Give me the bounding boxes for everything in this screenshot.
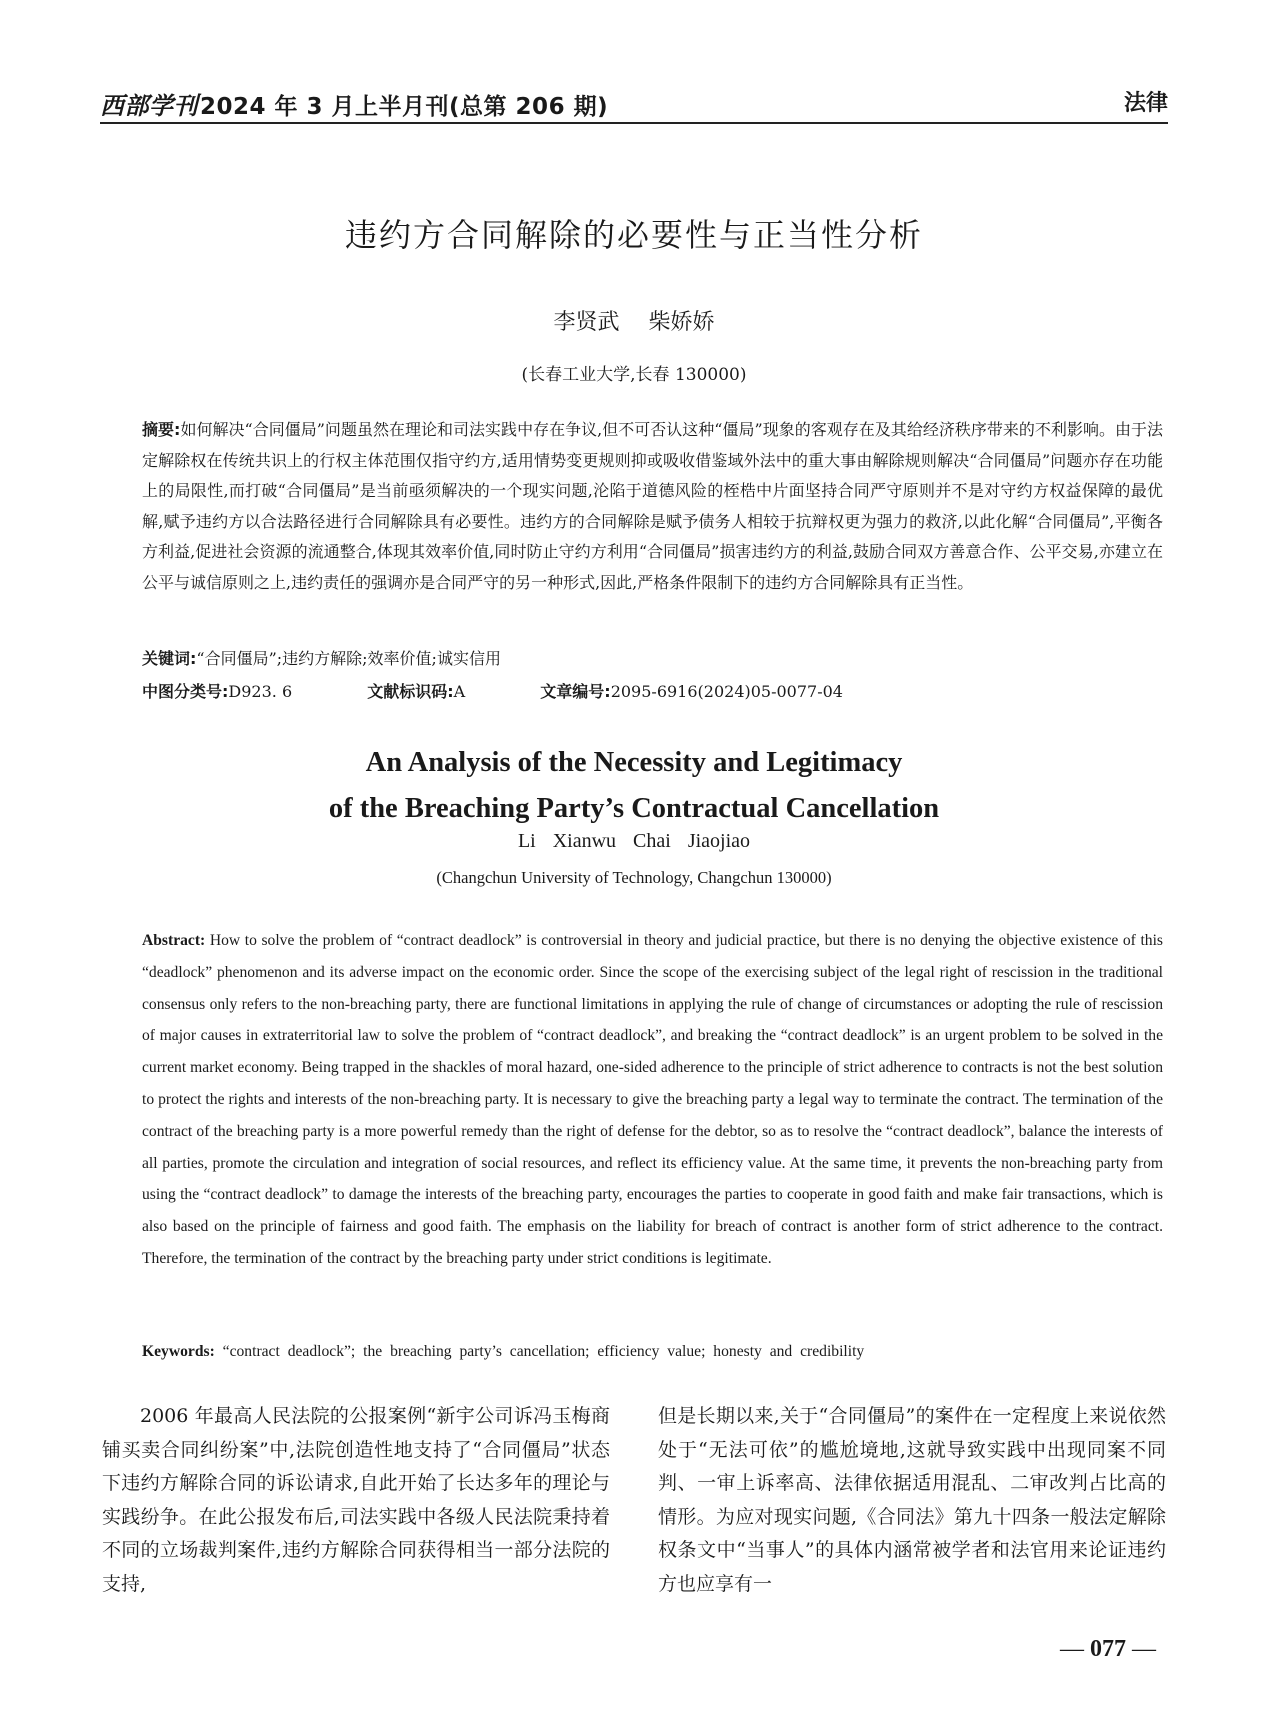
chinese-abstract-text: 如何解决“合同僵局”问题虽然在理论和司法实践中存在争议,但不可否认这种“僵局”现象的客观存在及其给经济秩序带来的不利影响。由于法定解除权在传统共识上的行权主体范围仅指守约方,适用情势变更规则抑或吸收借鉴域外法中的重大事由解除规则解决“合同僵局”问题亦存在功能上的局限性,而打破“合同僵局”是当前亟须解决的一个现实问题,沦陷于道德风险的桎梏中片面坚持合同严守原则并不是对守约方权益保障的最优解,赋予违约方以合法路径进行合同解除具有必要性。违约方的合同解除是赋予债务人相较于抗辩权更为强力的救济,以此化解“合同僵局”,平衡各方利益,促进社会资源的流通整合,体现其效率价值,同时防止守约方利用“合同僵局”损害违约方的利益,鼓励合同双方善意合作、公平交易,亦建立在公平与诚信原则之上,违约责任的强调亦是合同严守的另一种形式,因此,严格条件限制下的违约方合同解除具有正当性。 bbox=[142, 420, 1164, 592]
chinese-keywords-label: 关键词: bbox=[142, 649, 197, 668]
english-abstract-text: How to solve the problem of “contract deadlock” is controversial in theory and judicial practice, but there is no denying the objective existence of this “deadlock” phenomenon and its adverse impact on the economic order. Since the scope of the exercising subject of the legal right of rescission in the traditional consensus only refers to the non-breaching party, there are functional limitations in applying the rule of change of circumstances or adopting the rule of rescission of major causes in extraterritorial law to solve the problem of “contract deadlock”, and breaking the “contract deadlock” is an urgent problem to be solved in the current market economy. Being trapped in the shackles of moral hazard, one-sided adherence to the principle of strict adherence to contracts is not the best solution to protect the rights and interests of the non-breaching party. It is necessary to give the breaching party a legal way to terminate the contract. The termination of the contract of the breaching party is a more powerful remedy than the right of defense for the debtor, so as to resolve the “contract deadlock”, balance the interests of all parties, promote the circulation and integration of social resources, and reflect its efficiency value. At the same time, it prevents the non-breaching party from using the “contract deadlock” to damage the interests of the breaching party, encourages the parties to cooperate in good faith and make fair transactions, which is also based on the principle of fairness and good faith. The emphasis on the liability for breach of contract is another form of strict adherence to the contract. Therefore, the termination of the contract by the breaching party under strict conditions is legitimate. bbox=[142, 932, 1163, 1267]
running-header bbox=[100, 78, 1168, 124]
journal-issue-text: 2024 年 3 月上半月刊(总第 206 期) bbox=[200, 94, 609, 120]
body-left-column bbox=[102, 1400, 610, 1602]
page-number bbox=[1060, 1636, 1156, 1663]
header-rule bbox=[100, 122, 1168, 124]
article-number bbox=[540, 682, 843, 701]
doc-code-label: 文献标识码: bbox=[367, 682, 454, 701]
english-title bbox=[0, 740, 1268, 832]
english-title-line-2: of the Breaching Party’s Contractual Cancellation bbox=[328, 793, 940, 824]
body-paragraph: 2006 年最高人民法院的公报案例“新宇公司诉冯玉梅商铺买卖合同纠纷案”中,法院创造性地支持了“合同僵局”状态下违约方解除合同的诉讼请求,自此开始了长达多年的理论与实践纷争。在此公报发布后,司法实践中各级人民法院秉持着不同的立场裁判案件,违约方解除合同获得相当一部分法院的支持, bbox=[102, 1405, 610, 1595]
journal-logo: 西部学刊 bbox=[100, 91, 198, 120]
chinese-affiliation: (长春工业大学,长春 130000) bbox=[521, 365, 747, 385]
clc-label: 中图分类号: bbox=[142, 682, 229, 701]
journal-issue bbox=[100, 86, 608, 121]
page-number-value: 077 bbox=[1090, 1636, 1126, 1662]
article-no-label: 文章编号: bbox=[540, 682, 611, 701]
clc-number bbox=[142, 682, 292, 701]
page-dash-right: — bbox=[1132, 1636, 1156, 1662]
english-keywords-text: “contract deadlock”; the breaching party’s cancellation; efficiency value; honesty and credibility bbox=[222, 1343, 865, 1360]
doc-code-value: A bbox=[453, 682, 466, 701]
chinese-abstract bbox=[142, 415, 1163, 598]
english-keywords-label: Keywords: bbox=[142, 1343, 215, 1360]
body-text bbox=[102, 1400, 1166, 1620]
chinese-authors: 李贤武 柴娇娇 bbox=[553, 310, 715, 335]
english-authors: Li Xianwu Chai Jiaojiao bbox=[517, 830, 751, 852]
article-no-value: 2095-6916(2024)05-0077-04 bbox=[610, 682, 843, 701]
section-label: 法律 bbox=[1123, 91, 1168, 116]
document-code bbox=[367, 682, 465, 701]
chinese-keywords-text: “合同僵局”;违约方解除;效率价值;诚实信用 bbox=[196, 649, 501, 668]
page-dash-left: — bbox=[1060, 1636, 1084, 1662]
chinese-title: 违约方合同解除的必要性与正当性分析 bbox=[344, 216, 923, 254]
english-keywords bbox=[142, 1338, 1163, 1366]
classification-line bbox=[142, 678, 1163, 706]
english-title-line-1: An Analysis of the Necessity and Legitimacy bbox=[365, 747, 903, 778]
chinese-keywords bbox=[142, 645, 1163, 673]
english-abstract-label: Abstract: bbox=[142, 932, 206, 949]
chinese-abstract-label: 摘要: bbox=[142, 420, 181, 439]
clc-value: D923. 6 bbox=[228, 682, 293, 701]
body-right-column bbox=[658, 1400, 1166, 1602]
english-abstract bbox=[142, 925, 1163, 1275]
english-affiliation: (Changchun University of Technology, Changchun 130000) bbox=[436, 868, 832, 887]
body-paragraph: 但是长期以来,关于“合同僵局”的案件在一定程度上来说依然处于“无法可依”的尴尬境地,这就导致实践中出现同案不同判、一审上诉率高、法律依据适用混乱、二审改判占比高的情形。为应对现实问题,《合同法》第九十四条一般法定解除权条文中“当事人”的具体内涵常被学者和法官用来论证违约方也应享有一 bbox=[658, 1405, 1166, 1595]
